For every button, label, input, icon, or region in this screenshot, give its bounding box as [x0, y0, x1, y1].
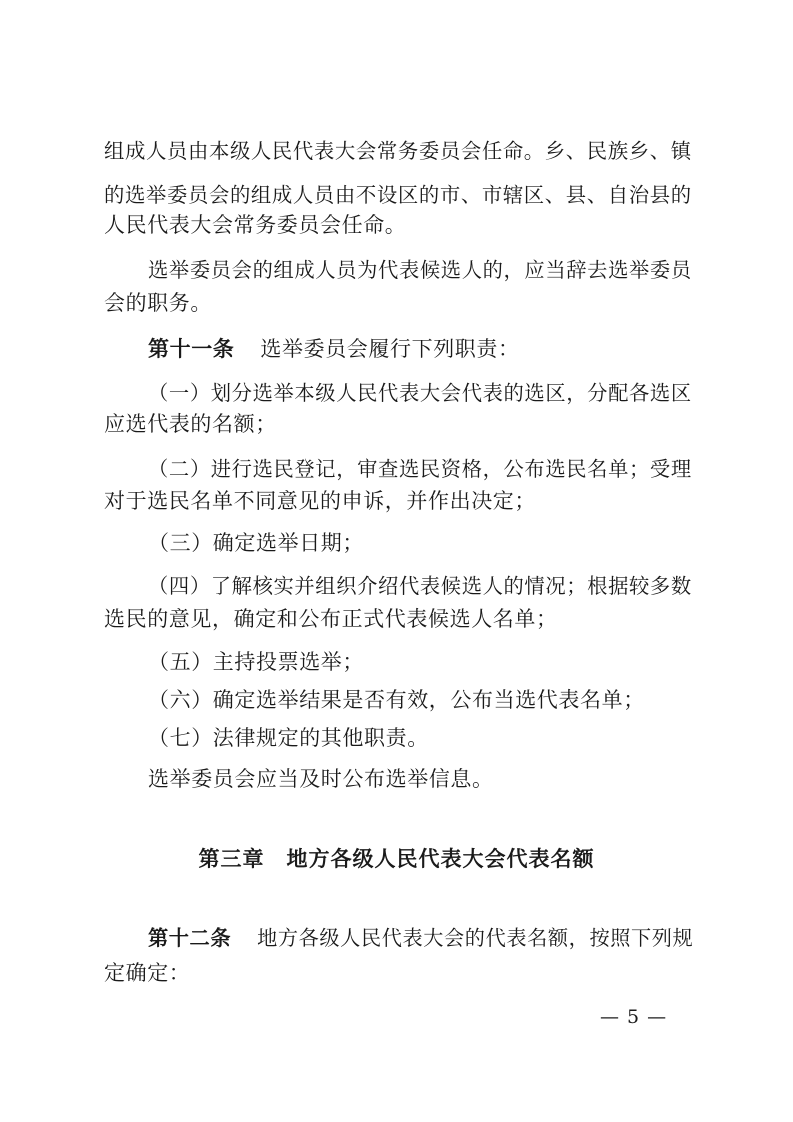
list-item-line: 对于选民名单不同意见的申诉，并作出决定；	[104, 489, 536, 513]
article-number: 第十二条	[148, 926, 232, 950]
list-item-line: （一）划分选举本级人民代表大会代表的选区，分配各选区	[148, 381, 692, 405]
paragraph-line: 的选举委员会的组成人员由不设区的市、市辖区、县、自治县的	[104, 183, 692, 207]
list-item-line: （七）法律规定的其他职责。	[148, 726, 429, 750]
article-number: 第十一条	[148, 337, 235, 361]
paragraph-line: 人民代表大会常务委员会任命。	[104, 213, 407, 237]
article-text: 地方各级人民代表大会的代表名额，按照下列规	[257, 926, 694, 950]
list-item-line: （四）了解核实并组织介绍代表候选人的情况；根据较多数	[148, 574, 692, 598]
list-item-line: 应选代表的名额；	[104, 412, 277, 436]
article-12	[148, 925, 693, 951]
chapter-title: 第三章 地方各级人民代表大会代表名额	[198, 847, 595, 871]
article-text: 选举委员会履行下列职责：	[260, 337, 520, 361]
paragraph-line: 会的职务。	[104, 291, 212, 315]
article-11	[148, 336, 520, 362]
paragraph-line: 组成人员由本级人民代表大会常务委员会任命。乡、民族乡、镇	[104, 139, 692, 163]
paragraph-line: 选举委员会的组成人员为代表候选人的，应当辞去选举委员	[148, 258, 692, 282]
list-item-line: 选民的意见，确定和公布正式代表候选人名单；	[104, 607, 558, 631]
list-item-line: （三）确定选举日期；	[148, 531, 364, 555]
page-number: — 5 —	[600, 1006, 668, 1028]
list-item-line: （五）主持投票选举；	[148, 650, 364, 674]
list-item-line: （二）进行选民登记，审查选民资格，公布选民名单；受理	[148, 457, 692, 481]
list-item-line: （六）确定选举结果是否有效，公布当选代表名单；	[148, 688, 645, 712]
paragraph-line: 定确定：	[104, 961, 191, 985]
paragraph-line: 选举委员会应当及时公布选举信息。	[148, 767, 494, 791]
